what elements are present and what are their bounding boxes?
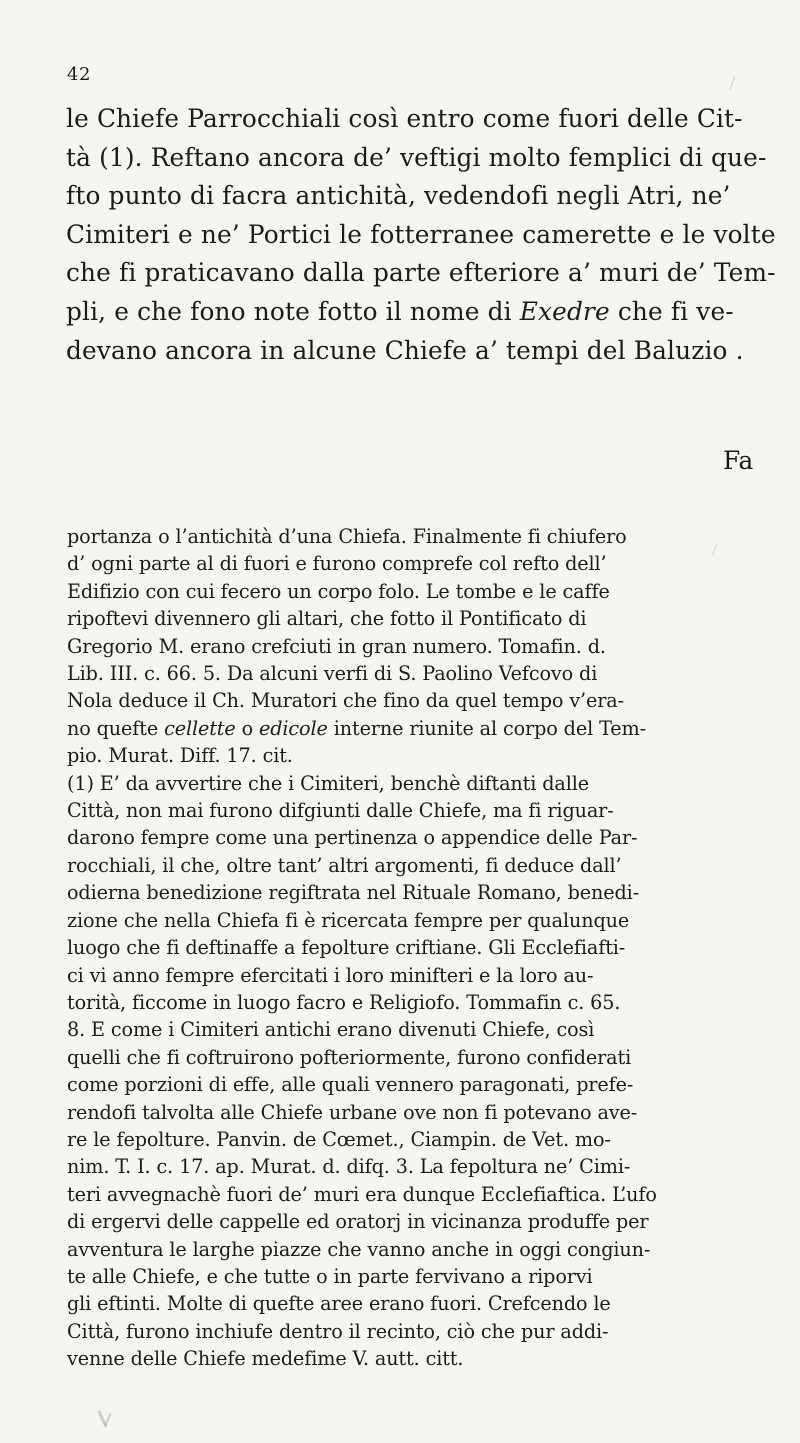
footnote-fragment: o bbox=[235, 716, 260, 740]
footnote-line: quelli che fi coftruirono pofteriormente, furono confiderati bbox=[67, 1045, 632, 1069]
footnote-line: portanza o l’antichità d’una Chiefa. Finalmente fi chiufero bbox=[67, 525, 627, 548]
main-text-line: le Chiefe Parrocchiali così entro come fuori delle Cit- bbox=[66, 104, 743, 133]
main-text-line: tà (1). Reftano ancora de’ veftigi molto femplici di que- bbox=[66, 142, 767, 172]
italic-term-exedre: Exedre bbox=[519, 296, 610, 326]
footnote-line: pio. Murat. Diff. 17. cit. bbox=[67, 744, 293, 768]
footnote-line: 8. E come i Cimiteri antichi erano divenuti Chiefe, così bbox=[67, 1018, 595, 1042]
footnote-line: Gregorio M. erano crefciuti in gran numero. Tomafin. d. bbox=[67, 634, 606, 658]
footnote-line: torità, ficcome in luogo facro e Religiofo. Tommafin c. 65. bbox=[67, 990, 621, 1014]
footnote-line: luogo che fi deftinaffe a fepolture criftiane. Gli Ecclefiafti- bbox=[67, 936, 626, 960]
main-text-line bbox=[66, 293, 752, 332]
footnote-line bbox=[67, 715, 764, 742]
footnote-line: Edifizio con cui fecero un corpo folo. Le tombe e le caffe bbox=[67, 579, 610, 603]
footnote-line: teri avvegnachè fuori de’ muri era dunque Ecclefiaftica. L’ufo bbox=[67, 1182, 657, 1206]
main-text-line: devano ancora in alcune Chiefe a’ tempi del Baluzio . bbox=[66, 335, 744, 365]
footnote-line: odierna benedizione regiftrata nel Rituale Romano, benedi- bbox=[67, 881, 640, 905]
footnote-line: gli eftinti. Molte di quefte aree erano fuori. Crefcendo le bbox=[67, 1292, 611, 1316]
footnote-line: Nola deduce il Ch. Muratori che fino da quel tempo v’era- bbox=[67, 689, 624, 713]
footnote-line: d’ ogni parte al di fuori e furono comprefe col refto dell’ bbox=[67, 552, 607, 576]
main-text-line: fto punto di facra antichità, vedendofi negli Atri, ne’ bbox=[66, 181, 731, 211]
footnote-line: Città, furono inchiufe dentro il recinto, ciò che pur addi- bbox=[67, 1319, 609, 1343]
scan-mark bbox=[104, 1413, 111, 1426]
footnote-line: come porzioni di effe, alle quali vennero paragonati, prefe- bbox=[67, 1073, 634, 1097]
footnote-line: ci vi anno fempre efercitati i loro minifteri e la loro au- bbox=[67, 963, 594, 987]
italic-term-edicole: edicole bbox=[259, 716, 328, 740]
footnote-line: ripoftevi divennero gli altari, che fotto il Pontificato di bbox=[67, 607, 587, 631]
footnote-line: zione che nella Chiefa fi è ricercata fempre per qualunque bbox=[67, 908, 630, 932]
footnote-line: re le fepolture. Panvin. de Cœmet., Ciampin. de Vet. mo- bbox=[67, 1127, 611, 1151]
footnote-line: rocchiali, il che, oltre tant’ altri argomenti, fi deduce dall’ bbox=[67, 853, 622, 877]
scan-mark bbox=[730, 76, 736, 89]
main-text-block bbox=[66, 100, 776, 370]
footnote-line: darono fempre come una pertinenza o appendice delle Par- bbox=[67, 826, 638, 850]
footnotes-block bbox=[67, 523, 764, 1373]
footnote-line: (1) E’ da avvertire che i Cimiteri, benchè diftanti dalle bbox=[67, 771, 589, 795]
main-text-fragment: pli, e che fono note fotto il nome di bbox=[66, 296, 520, 326]
footnote-line: rendofi talvolta alle Chiefe urbane ove non fi potevano ave- bbox=[67, 1100, 638, 1124]
italic-term-cellette: cellette bbox=[164, 716, 236, 740]
catchword: Fa bbox=[723, 446, 754, 475]
footnote-line: avventura le larghe piazze che vanno anche in oggi congiun- bbox=[67, 1237, 651, 1261]
footnote-line: di ergervi delle cappelle ed oratorj in vicinanza produffe per bbox=[67, 1210, 649, 1234]
page-number: 42 bbox=[67, 64, 91, 85]
main-text-fragment: che fi ve- bbox=[609, 296, 734, 326]
footnote-line: Città, non mai furono difgiunti dalle Chiefe, ma fi riguar- bbox=[67, 799, 614, 823]
footnote-line: venne delle Chiefe medefime V. autt. citt. bbox=[67, 1347, 464, 1371]
footnote-line: Lib. III. c. 66. 5. Da alcuni verfi di S. Paolino Vefcovo di bbox=[67, 662, 598, 686]
main-text-line: che fi praticavano dalla parte efteriore a’ muri de’ Tem- bbox=[66, 258, 776, 288]
footnote-line: te alle Chiefe, e che tutte o in parte fervivano a riporvi bbox=[67, 1264, 593, 1288]
main-text-line: Cimiteri e ne’ Portici le fotterranee camerette e le volte bbox=[66, 219, 776, 249]
footnote-fragment: interne riunite al corpo del Tem- bbox=[327, 716, 646, 740]
footnote-fragment: no quefte bbox=[67, 716, 165, 740]
footnote-line: nim. T. I. c. 17. ap. Murat. d. difq. 3. La fepoltura ne’ Cimi- bbox=[67, 1155, 631, 1179]
